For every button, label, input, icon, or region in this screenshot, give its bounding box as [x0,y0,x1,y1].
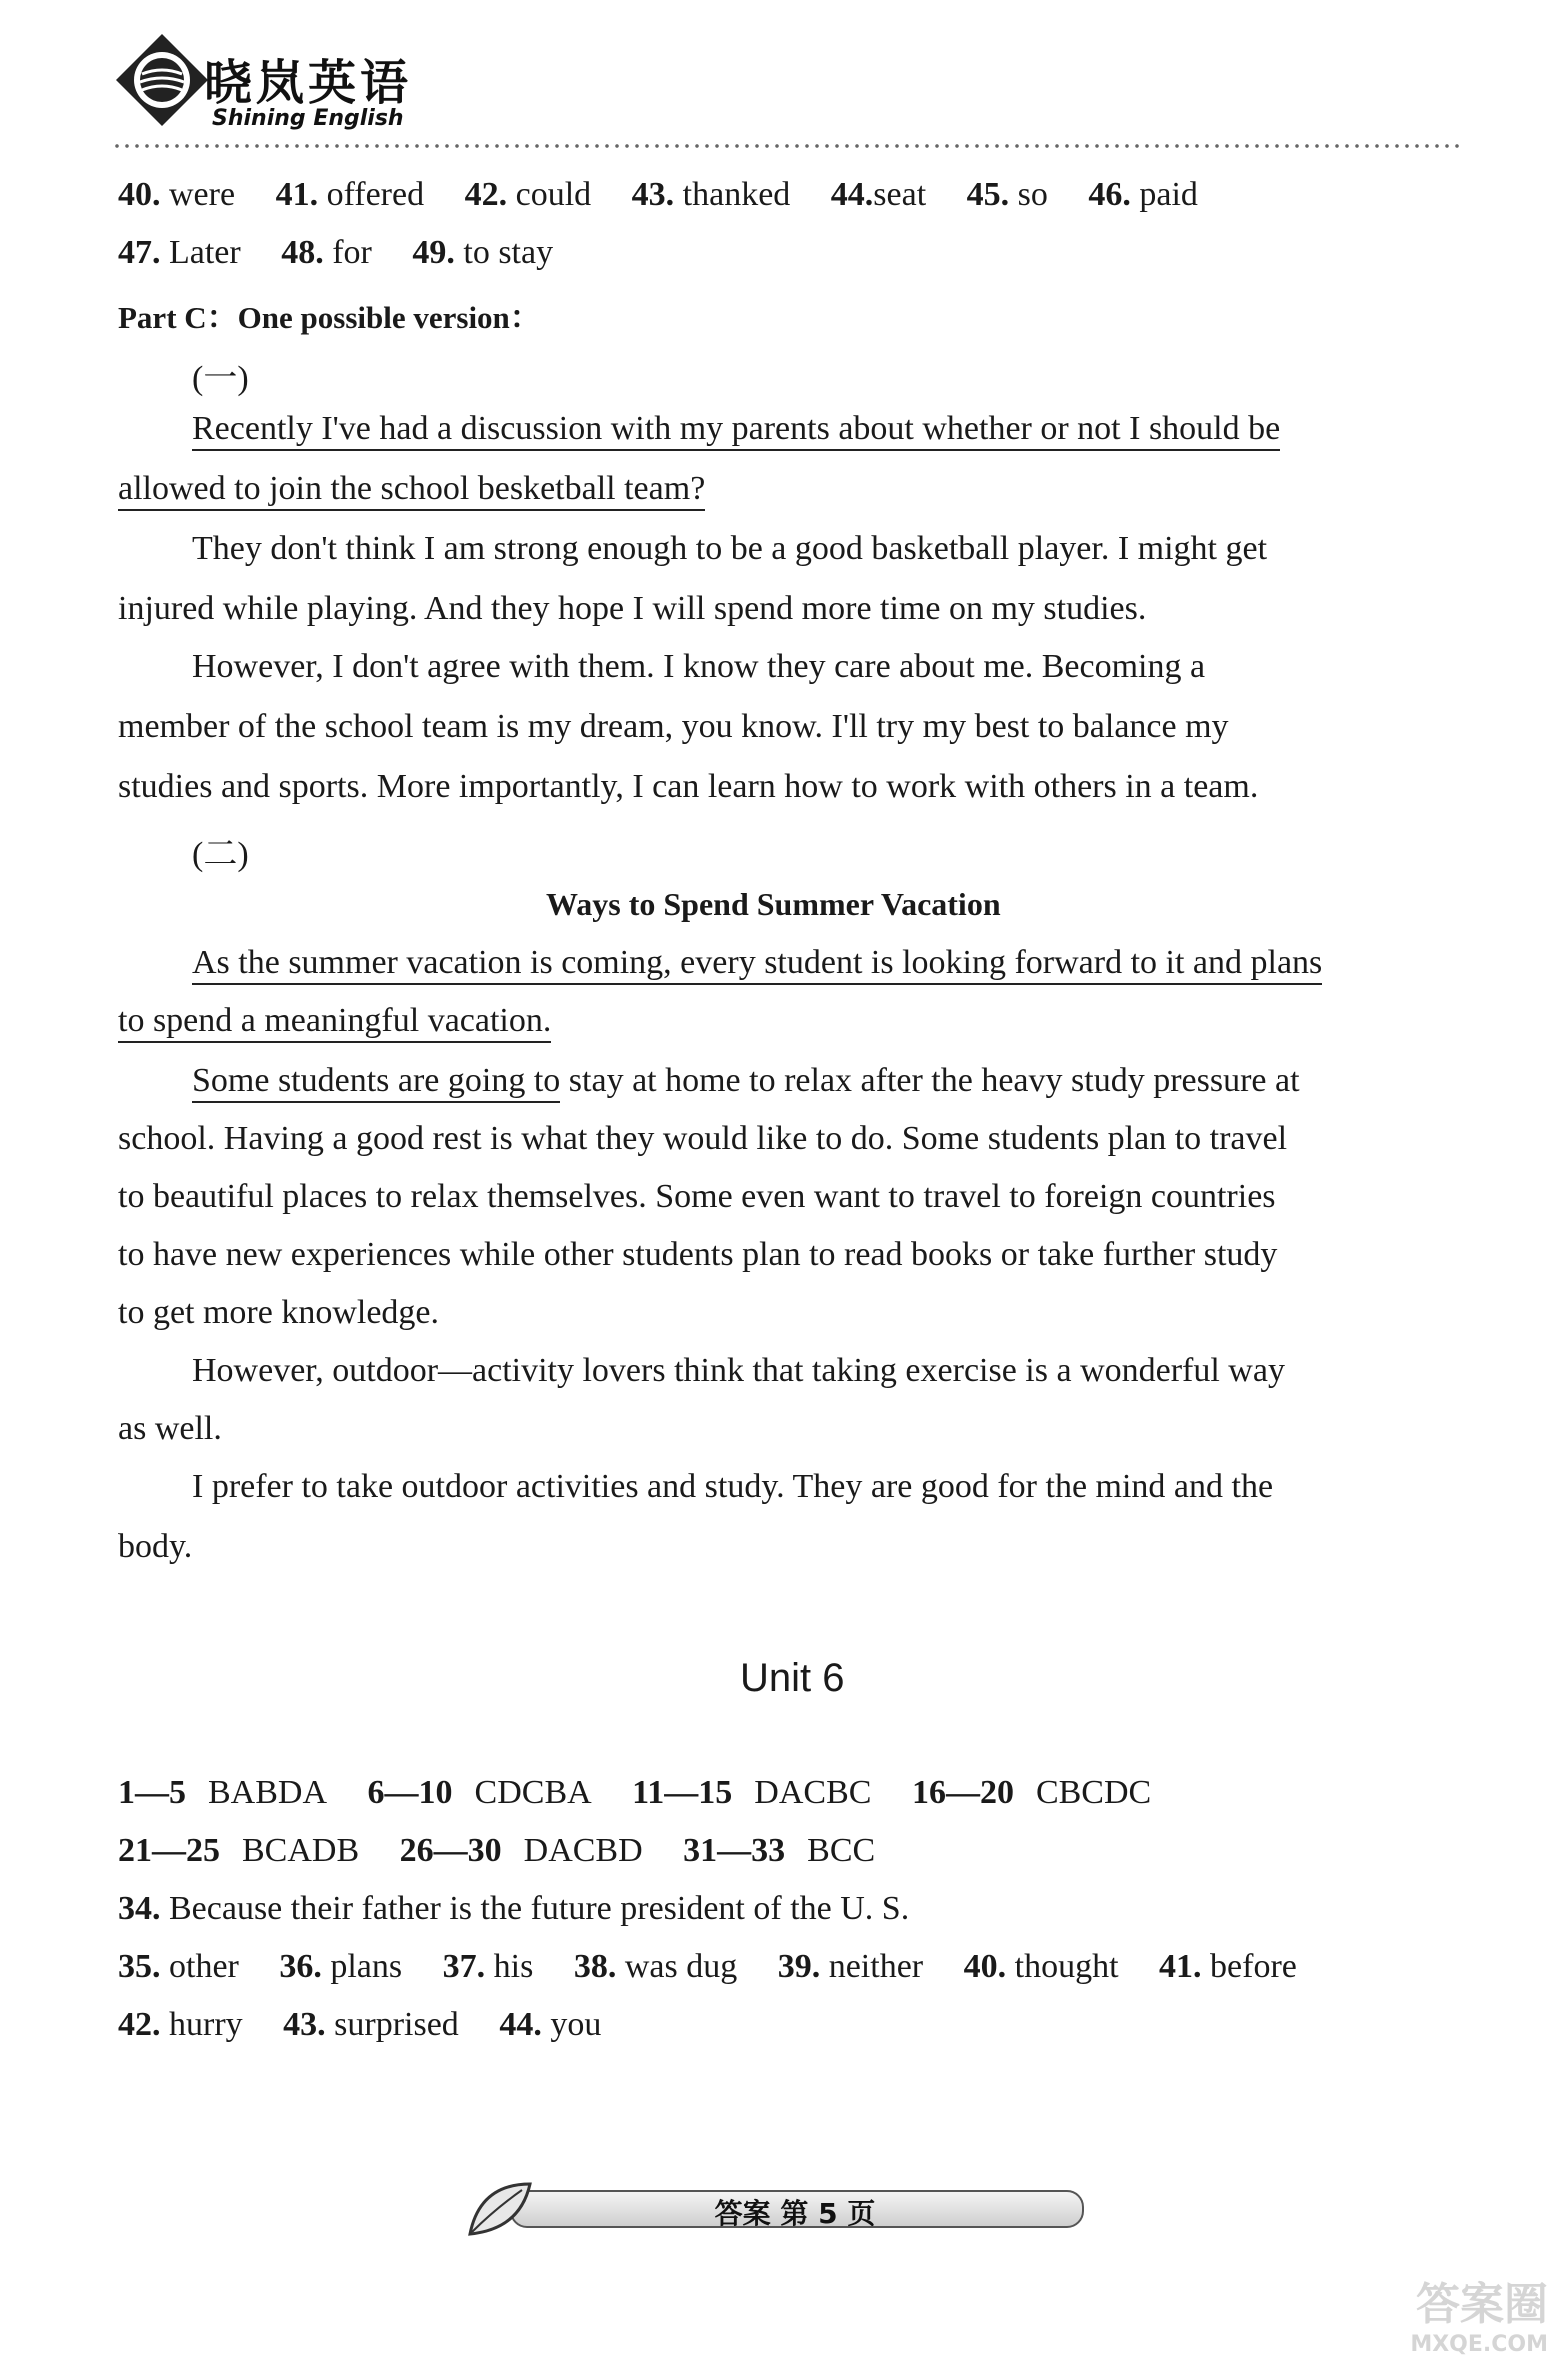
essay2-p2-line1: Some students are going to stay at home to relax after the heavy study pressure at [118,1062,1300,1100]
essay2-p2-line2: school. Having a good rest is what they would like to do. Some students plan to travel [118,1120,1288,1157]
essay2-p1-line1: As the summer vacation is coming, every student is looking forward to it and plans [118,944,1322,982]
essay1-p1-line2: allowed to join the school besketball team? [118,470,705,508]
essay1-p1-line1: Recently I've had a discussion with my parents about whether or not I should be [118,410,1280,448]
essay2-p2-line5: to get more knowledge. [118,1294,440,1331]
essay2-p3-line2: as well. [118,1410,222,1447]
brand-name-en: Shining English [212,106,404,131]
essay1-p2-line2: injured while playing. And they hope I will spend more time on my studies. [118,590,1147,627]
answer-line-35-41: 35. other 36. plans 37. his 38. was dug 39. neither 40. thought 41. before [118,1948,1297,1985]
mc-answers-21-33: 21—25 BCADB 26—30 DACBD 31—33 BCC [118,1832,876,1869]
unit-title: Unit 6 [740,1656,845,1700]
essay2-p4-line2: body. [118,1528,193,1565]
page-footer [440,2170,1140,2250]
essay1-p3-line1: However, I don't agree with them. I know they care about me. Becoming a [192,648,1206,685]
answer-line-42-44: 42. hurry 43. surprised 44. you [118,2006,602,2043]
part-c-heading: Part C：One possible version： [118,300,541,335]
essay2-p2-line3: to beautiful places to relax themselves. Some even want to travel to foreign countries [118,1178,1276,1215]
essay1-p3-line2: member of the school team is my dream, you know. I'll try my best to balance my [118,708,1229,745]
essay1-p2-line1: They don't think I am strong enough to be a good basketball player. I might get [192,530,1268,567]
essay2-title: Ways to Spend Summer Vacation [546,886,1001,922]
mc-answers-1-20: 1—5 BABDA 6—10 CDCBA 11—15 DACBC 16—20 CBCDC [118,1774,1152,1811]
essay2-p2-line4: to have new experiences while other students plan to read books or take further study [118,1236,1278,1273]
page-header [112,30,1472,160]
essay1-label: (一) [192,360,249,397]
essay2-p3-line1: However, outdoor—activity lovers think that taking exercise is a wonderful way [192,1352,1285,1389]
essay2-p4-line1: I prefer to take outdoor activities and study. They are good for the mind and the [192,1468,1274,1505]
essay2-label: (二) [192,836,249,873]
globe-logo-icon [112,30,212,130]
essay2-p1-line2: to spend a meaningful vacation. [118,1002,551,1040]
essay1-p3-line3: studies and sports. More importantly, I can learn how to work with others in a team. [118,768,1259,805]
answer-34: 34. Because their father is the future president of the U. S. [118,1890,910,1927]
answer-line-40-46: 40. were 41. offered 42. could 43. thanked 44.seat 45. so 46. paid [118,176,1198,213]
answer-line-47-49: 47. Later 48. for 49. to stay [118,234,554,271]
brand-name-cn: 晓岚英语 [204,55,413,111]
dotted-divider [112,142,1460,150]
page-number-label: 答案 第 5 页 [714,2197,876,2230]
site-watermark: 答案圈 MXQE.COM [1410,2279,1548,2357]
